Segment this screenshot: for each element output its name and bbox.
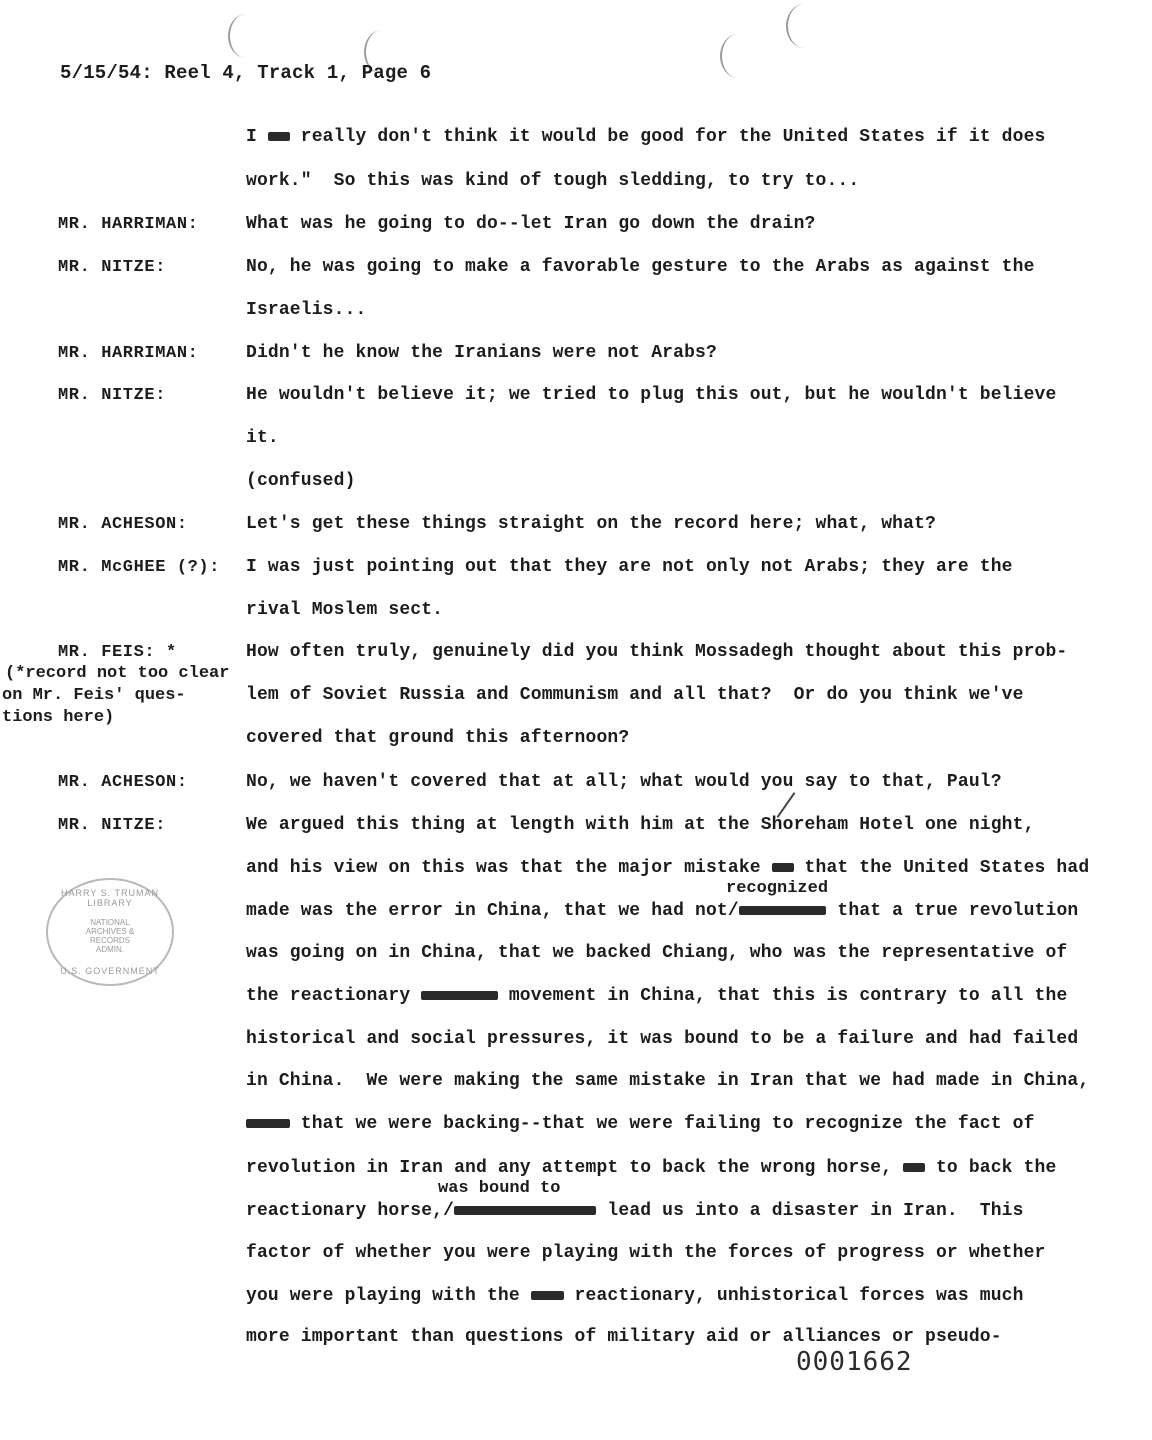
struck-text (903, 1163, 925, 1172)
interlinear-insertion: was bound to (438, 1179, 561, 1198)
punch-hole-mark (786, 4, 822, 48)
transcript-line: you were playing with the reactionary, unhistorical forces was much (246, 1286, 1024, 1306)
struck-text (421, 991, 498, 1000)
margin-note: on Mr. Feis' ques- (2, 686, 186, 705)
speaker-label: MR. McGHEE (?): (58, 558, 221, 577)
transcript-line: What was he going to do--let Iran go down the drain? (246, 214, 816, 234)
transcript-line: Israelis... (246, 300, 367, 320)
speaker-label: MR. HARRIMAN: (58, 344, 199, 363)
transcript-line: more important than questions of military aid or alliances or pseudo- (246, 1327, 1002, 1347)
transcript-line: Let's get these things straight on the record here; what, what? (246, 514, 936, 534)
punch-hole-mark (720, 34, 756, 78)
insertion-mark: / (727, 901, 739, 921)
transcript-line: historical and social pressures, it was bound to be a failure and had failed (246, 1029, 1079, 1049)
transcript-line: No, we haven't covered that at all; what would you say to that, Paul? (246, 772, 1002, 792)
document-number: 0001662 (796, 1347, 913, 1377)
insertion-mark: / (443, 1201, 455, 1221)
transcript-line: How often truly, genuinely did you think Mossadegh thought about this prob- (246, 642, 1068, 662)
transcript-line: in China. We were making the same mistake in Iran that we had made in China, (246, 1071, 1090, 1091)
transcript-line: I was just pointing out that they are not only not Arabs; they are the (246, 557, 1013, 577)
speaker-label: MR. FEIS: * (58, 643, 177, 662)
transcript-line: covered that ground this afternoon? (246, 728, 630, 748)
struck-text (246, 1119, 290, 1128)
margin-note: tions here) (2, 708, 115, 727)
punch-hole-mark (228, 14, 264, 58)
speaker-label: MR. NITZE: (58, 258, 167, 277)
speaker-label: MR. NITZE: (58, 816, 167, 835)
transcript-line: that we were backing--that we were failing to recognize the fact of (246, 1114, 1035, 1134)
transcript-line: and his view on this was that the major mistake that the United States had (246, 858, 1090, 878)
archive-stamp: HARRY S. TRUMAN LIBRARY NATIONAL ARCHIVES & RECORDS ADMIN. U.S. GOVERNMENT (46, 878, 174, 986)
transcript-line: it. (246, 428, 279, 448)
transcript-line: He wouldn't believe it; we tried to plug this out, but he wouldn't believe (246, 385, 1057, 405)
struck-text (739, 906, 827, 915)
struck-text (531, 1291, 564, 1300)
struck-text (268, 132, 290, 141)
transcript-line: Didn't he know the Iranians were not Arabs? (246, 343, 717, 363)
transcript-line: No, he was going to make a favorable gesture to the Arabs as against the (246, 257, 1035, 277)
speaker-label: MR. NITZE: (58, 386, 167, 405)
transcript-line: I really don't think it would be good for the United States if it does (246, 127, 1046, 147)
margin-note: (*record not too clear (5, 664, 230, 683)
struck-text (454, 1206, 596, 1215)
transcript-line: lem of Soviet Russia and Communism and all that? Or do you think we've (246, 685, 1024, 705)
transcript-line: the reactionary movement in China, that this is contrary to all the (246, 986, 1068, 1006)
interlinear-insertion: recognized (726, 879, 829, 898)
struck-text (772, 863, 794, 872)
transcript-line: reactionary horse,/ lead us into a disaster in Iran. This (246, 1201, 1024, 1221)
pencil-mark (777, 792, 796, 818)
transcript-line: We argued this thing at length with him at the Shoreham Hotel one night, (246, 815, 1035, 835)
transcript-line: made was the error in China, that we had not/ that a true revolution (246, 901, 1079, 921)
transcript-line: revolution in Iran and any attempt to back the wrong horse, to back the (246, 1158, 1057, 1178)
transcript-line: (confused) (246, 471, 356, 491)
speaker-label: MR. HARRIMAN: (58, 215, 199, 234)
speaker-label: MR. ACHESON: (58, 773, 188, 792)
transcript-line: work." So this was kind of tough sledding, to try to... (246, 171, 860, 191)
transcript-line: was going on in China, that we backed Chiang, who was the representative of (246, 943, 1068, 963)
transcript-line: factor of whether you were playing with the forces of progress or whether (246, 1243, 1046, 1263)
page-header: 5/15/54: Reel 4, Track 1, Page 6 (60, 62, 432, 84)
speaker-label: MR. ACHESON: (58, 515, 188, 534)
transcript-line: rival Moslem sect. (246, 600, 444, 620)
